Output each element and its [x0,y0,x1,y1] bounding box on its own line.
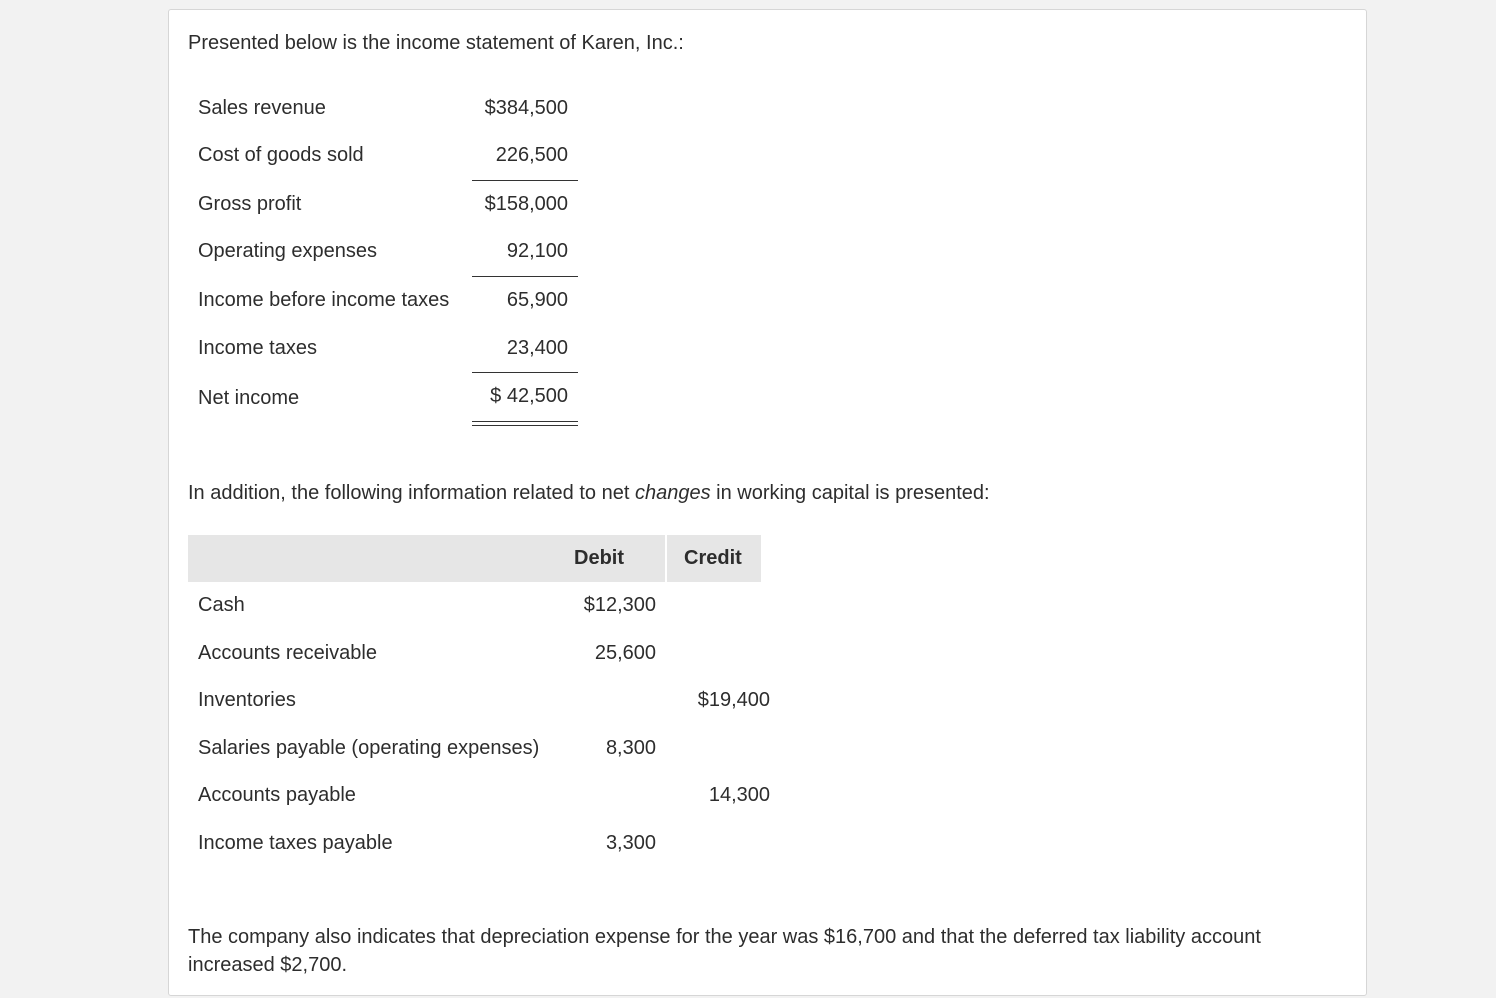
table-row [188,642,761,672]
income-label: Cost of goods sold [198,144,364,166]
income-label: Income before income taxes [198,289,450,311]
account-label: Accounts receivable [198,642,377,664]
debit-value: 3,300 [605,832,656,854]
closing-text: The company also indicates that depreciation expense for the year was $16,700 and that the deferred tax liability account increased $2,700. [188,926,1261,976]
account-label: Inventories [198,689,296,711]
intro-text-part: In addition, the following information related to net [188,482,635,504]
debit-value: $12,300 [583,594,656,616]
income-label: Sales revenue [198,97,326,119]
income-label: Gross profit [198,193,302,215]
income-value: $384,500 [484,97,568,119]
income-row-operating-expenses [188,240,588,270]
income-row-sales-revenue [188,97,588,127]
income-row-net-income [188,387,588,417]
income-value: 226,500 [495,144,568,166]
working-capital-header [188,535,761,582]
account-label: Income taxes payable [198,832,393,854]
account-label: Accounts payable [198,784,356,806]
income-value: $158,000 [484,193,568,215]
income-label: Income taxes [198,337,317,359]
subtotal-rule [472,180,578,181]
income-row-gross-profit [188,193,588,223]
credit-value: $19,400 [697,689,770,711]
subtotal-rule [472,276,578,277]
intro-emphasis: changes [634,482,711,504]
debit-value: 25,600 [594,642,656,664]
table-row [188,594,761,624]
income-value: 23,400 [506,337,568,359]
intro-text: Presented below is the income statement of Karen, Inc.: [188,32,684,54]
table-row [188,689,770,719]
total-double-rule [472,421,578,426]
income-row-cost-of-goods-sold [188,144,588,174]
table-row [188,832,761,862]
subtotal-rule [472,372,578,373]
income-row-income-before-taxes [188,289,588,319]
income-row-income-taxes [188,337,588,367]
header-divider [665,535,667,582]
problem-card [168,9,1367,996]
table-row [188,784,770,814]
credit-header: Credit [684,547,742,569]
account-label: Salaries payable (operating expenses) [198,737,540,759]
intro-text-part: in working capital is presented: [710,482,990,504]
income-value: 92,100 [506,240,568,262]
income-value: 65,900 [506,289,568,311]
income-label: Net income [198,387,300,409]
income-label: Operating expenses [198,240,378,262]
credit-value: 14,300 [708,784,770,806]
working-capital-intro [188,482,990,505]
account-label: Cash [198,594,245,616]
table-row [188,737,761,767]
debit-value: 8,300 [605,737,656,759]
income-value: $ 42,500 [490,385,568,407]
debit-header: Debit [574,547,624,569]
